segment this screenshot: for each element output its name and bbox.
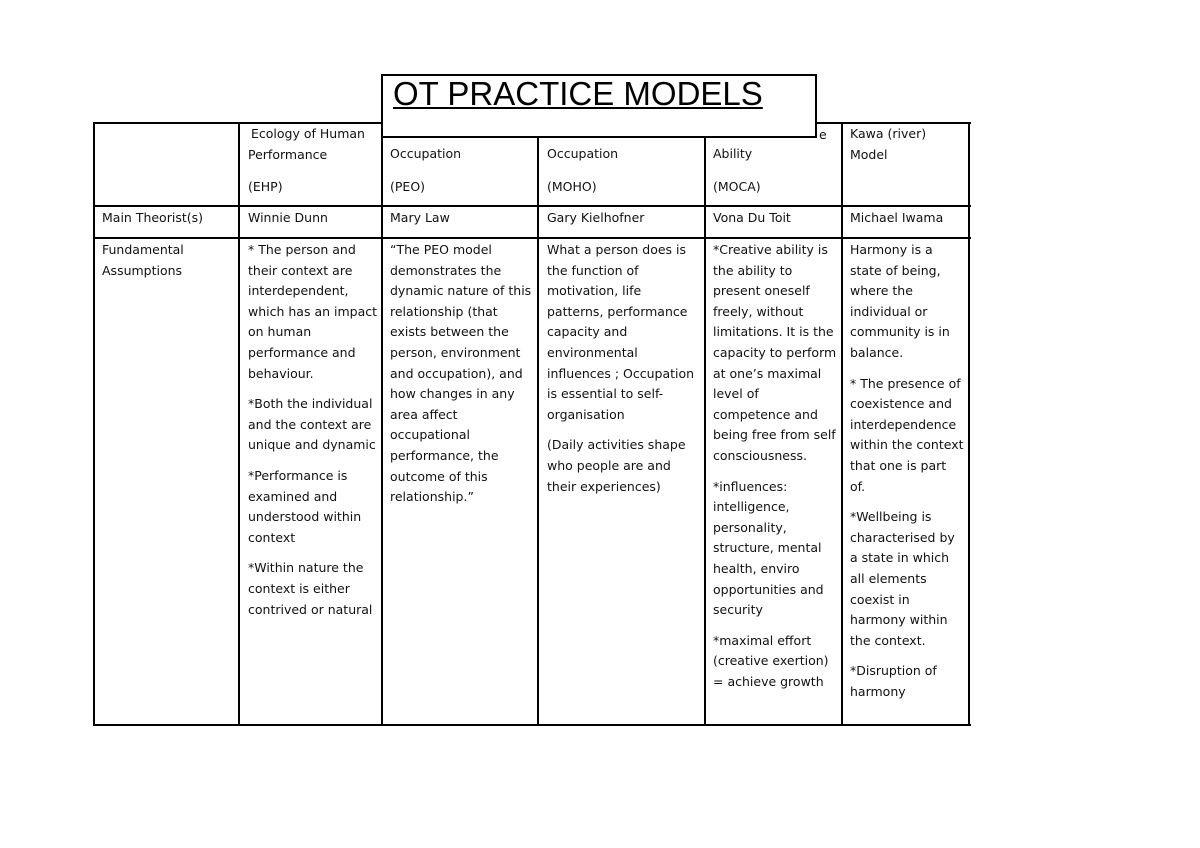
header-moho — [547, 144, 697, 197]
header-moca-abbr: (MOCA) — [713, 178, 761, 194]
header-moca-clipped-tail: e — [819, 127, 827, 142]
assumptions-moca — [713, 240, 838, 692]
header-kawa — [850, 124, 965, 165]
header-kawa-line1: Kawa (river) — [850, 126, 927, 141]
assumption-kawa-2: * The presence of coexistence and interdependence within the context that one is part of. — [850, 375, 964, 494]
theorist-peo: Mary Law — [390, 210, 450, 225]
header-ehp-line1: Ecology of Human — [251, 126, 365, 141]
theorist-moho: Gary Kielhofner — [547, 210, 645, 225]
theorist-ehp: Winnie Dunn — [248, 210, 328, 225]
assumption-peo-1: “The PEO model demonstrates the dynamic nature of this relationship (that exists between the person, environment and occupation), and how changes in any area affect occupational performance, the outcome of this relationship.” — [390, 242, 532, 505]
table-border-left — [93, 122, 95, 726]
assumption-moho-2: (Daily activities shape who people are and their experiences) — [547, 437, 686, 494]
assumption-moca-3: *maximal effort (creative exertion) = achieve growth — [713, 632, 829, 689]
assumption-ehp-1: * The person and their context are interdependent, which has an impact on human performance and behaviour. — [248, 242, 378, 381]
row-divider-theorists — [93, 237, 971, 239]
col-divider-2 — [381, 122, 383, 726]
assumption-ehp-3: *Performance is examined and understood within context — [248, 467, 362, 545]
header-ehp-abbr: (EHP) — [248, 179, 283, 195]
theorist-kawa: Michael Iwama — [850, 210, 944, 225]
header-kawa-line2: Model — [850, 146, 888, 162]
assumption-kawa-1: Harmony is a state of being, where the individual or community is in balance. — [850, 242, 950, 360]
header-peo-line2: Occupation — [390, 146, 462, 161]
assumptions-ehp — [248, 240, 378, 620]
page-title: OT PRACTICE MODELS — [393, 75, 763, 112]
table-border-right — [968, 122, 970, 726]
assumptions-moho — [547, 240, 699, 497]
assumption-moca-2: *influences: intelligence, personality, structure, mental health, enviro opportunities and security — [713, 478, 824, 618]
header-moho-line2: Occupation — [547, 146, 619, 161]
header-moca — [713, 144, 838, 197]
row-label-assumptions: Fundamental Assumptions — [102, 242, 184, 278]
assumption-moho-1: What a person does is the function of motivation, life patterns, performance capacity and environmental influences ; Occupation is essential to self-organisation — [547, 242, 695, 422]
assumptions-peo — [390, 240, 533, 508]
col-divider-4 — [704, 122, 706, 726]
row-divider-header — [93, 205, 971, 207]
row-label-theorists: Main Theorist(s) — [102, 210, 204, 225]
assumption-kawa-3: *Wellbeing is characterised by a state in which all elements coexist in harmony within the context. — [850, 509, 955, 648]
col-divider-1 — [238, 122, 240, 726]
assumption-ehp-2: *Both the individual and the context are unique and dynamic — [248, 396, 376, 453]
header-moho-abbr: (MOHO) — [547, 178, 597, 194]
assumptions-kawa — [850, 240, 965, 702]
col-divider-3 — [537, 122, 539, 726]
header-moca-line2: Ability — [713, 146, 753, 161]
header-ehp-line2: Performance — [248, 146, 328, 162]
assumption-ehp-4: *Within nature the context is either contrived or natural — [248, 560, 373, 617]
title-box — [381, 74, 817, 138]
assumption-moca-1: *Creative ability is the ability to present oneself freely, without limitations. It is the capacity to perform at one’s maximal level of competence and being free from self consciousness. — [713, 242, 837, 463]
table-border-bottom — [93, 724, 971, 726]
header-peo-abbr: (PEO) — [390, 178, 426, 194]
theorist-moca: Vona Du Toit — [713, 210, 791, 225]
header-peo — [390, 144, 530, 197]
assumption-kawa-4: *Disruption of harmony — [850, 663, 937, 699]
col-divider-5 — [841, 122, 843, 726]
header-ehp — [248, 124, 378, 198]
